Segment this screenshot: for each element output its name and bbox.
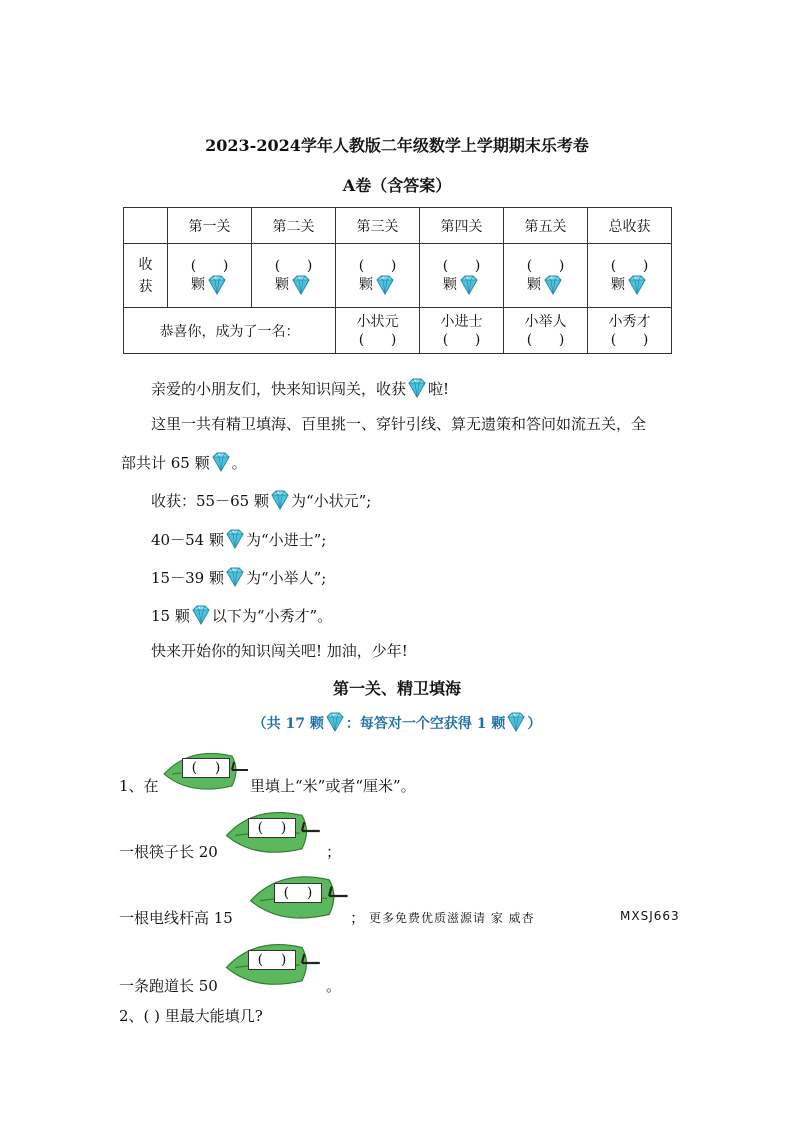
gem-icon [406, 378, 428, 398]
gem-icon [505, 712, 527, 732]
gem-icon [324, 712, 346, 732]
header-cell: 第五关 [504, 208, 588, 244]
leaf-answer-box-b [246, 870, 350, 922]
section-1-title: 第一关、精卫填海 [332, 679, 461, 698]
intro-line-3: 部共计 65 颗 。 [121, 454, 247, 472]
rank-cell: 小举人 ( ) [504, 308, 588, 354]
closing-line: 快来开始你的知识闯关吧! 加油，少年! [151, 642, 408, 660]
harvest-cell: ( ) 颗 [504, 244, 588, 308]
harvest-cell: ( ) 颗 [168, 244, 252, 308]
header-cell: 总收获 [588, 208, 672, 244]
header-cell: 第四关 [420, 208, 504, 244]
leaf-blank[interactable]: ( ) [248, 950, 296, 970]
rule-2: 40－54 颗 为“小进士”; [151, 531, 327, 549]
q1-item-a: 一根筷子长 20 [119, 843, 218, 861]
gem-icon [626, 275, 648, 295]
rule-1: 收获：55－65 颗 为“小状元”; [151, 492, 372, 510]
leaf-blank[interactable]: ( ) [182, 758, 230, 778]
gem-icon [542, 275, 564, 295]
leaf-answer-box-a [222, 806, 322, 856]
q1-instruction: 里填上“米”或者“厘米”。 [250, 777, 416, 795]
gem-icon [210, 452, 232, 472]
leaf-answer-box [160, 748, 250, 792]
intro-line-2: 这里一共有精卫填海、百里挑一、穿针引线、算无遗策和答问如流五关，全 [151, 415, 647, 433]
q2-text: 2、( ) 里最大能填几? [119, 1007, 263, 1025]
q1-item-c-end: 。 [326, 977, 342, 995]
rank-cell: 小秀才 ( ) [588, 308, 672, 354]
gem-icon [458, 275, 480, 295]
gem-icon [224, 567, 246, 587]
header-cell: 第一关 [168, 208, 252, 244]
q1-item-c: 一条跑道长 50 [119, 977, 218, 995]
leaf-answer-box-c [222, 938, 322, 988]
doc-title: 2023-2024学年人教版二年级数学上学期期末乐考卷 [205, 136, 589, 155]
q1-item-a-end: ； [326, 843, 342, 861]
rank-cell: 小状元 ( ) [336, 308, 420, 354]
rule-4: 15 颗 以下为“小秀才”。 [151, 607, 333, 625]
gem-icon [206, 275, 228, 295]
table-harvest-row [124, 244, 672, 308]
gem-icon [374, 275, 396, 295]
table-corner-cell [124, 208, 168, 244]
rule-3: 15－39 颗 为“小举人”; [151, 569, 327, 587]
intro-line-1: 亲爱的小朋友们，快来知识闯关，收获 啦! [151, 380, 450, 398]
harvest-label: 收获 [124, 244, 168, 308]
harvest-cell: ( ) 颗 [336, 244, 420, 308]
header-cell: 第二关 [252, 208, 336, 244]
doc-subtitle: A卷（含答案） [342, 176, 452, 195]
header-cell: 第三关 [336, 208, 420, 244]
doc-code: MXSJ663 [620, 909, 680, 923]
harvest-cell: ( ) 颗 [252, 244, 336, 308]
leaf-blank[interactable]: ( ) [274, 883, 322, 903]
leaf-blank[interactable]: ( ) [248, 818, 296, 838]
harvest-cell: ( ) 颗 [420, 244, 504, 308]
gem-icon [290, 275, 312, 295]
section-1-subtitle: （共 17 颗 ：每答对一个空获得 1 颗 ） [0, 712, 794, 733]
gem-icon [190, 605, 212, 625]
harvest-cell: ( ) 颗 [588, 244, 672, 308]
rank-cell: 小进士 ( ) [420, 308, 504, 354]
watermark-text: 更多免费优质滋源请 家 威杏 [369, 911, 535, 925]
q1-item-b-end: ； [350, 909, 366, 927]
table-rank-row [124, 308, 672, 354]
q1-item-b: 一根电线杆高 15 [119, 909, 233, 927]
score-table [123, 207, 672, 354]
gem-icon [224, 529, 246, 549]
gem-icon [269, 490, 291, 510]
congrats-label: 恭喜你，成为了一名： [124, 308, 336, 354]
q1-prefix: 1、在 [119, 777, 159, 795]
table-header-row [124, 208, 672, 244]
